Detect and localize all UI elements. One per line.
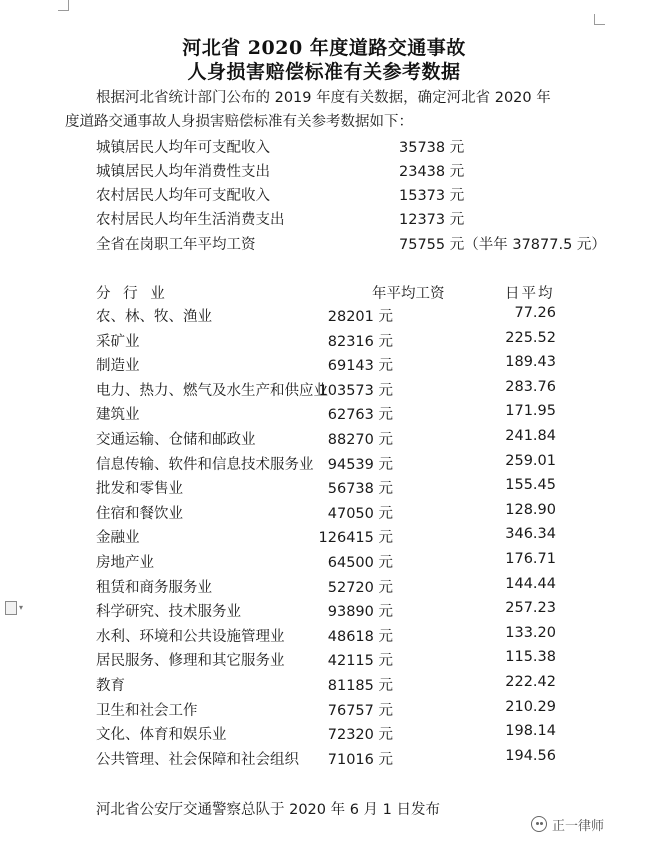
industry-name: 教育 xyxy=(96,678,125,694)
publisher-footer: 河北省公安厅交通警察总队于 2020 年 6 月 1 日发布 xyxy=(96,802,441,818)
daily-average: 115.38 xyxy=(505,649,556,666)
stat-label: 城镇居民人均年可支配收入 xyxy=(96,140,270,156)
annual-wage: 48618 元 xyxy=(327,628,393,645)
annual-wage: 88270 元 xyxy=(327,432,393,448)
document-title-line2: 人身损害赔偿标准有关参考数据 xyxy=(187,61,461,83)
industry-name: 农、林、牧、渔业 xyxy=(96,309,212,325)
stat-value: 15373 元 xyxy=(399,188,465,204)
daily-average: 128.90 xyxy=(505,501,556,518)
table-row xyxy=(96,502,576,524)
daily-average: 171.95 xyxy=(505,403,556,420)
industry-name: 信息传输、软件和信息技术服务业 xyxy=(96,456,314,473)
annual-wage: 52720 元 xyxy=(327,579,393,596)
table-row xyxy=(96,551,576,573)
annual-wage: 71016 元 xyxy=(327,751,393,768)
watermark xyxy=(531,814,604,834)
table-row xyxy=(96,699,576,721)
annual-wage: 81185 元 xyxy=(327,678,393,694)
daily-average: 194.56 xyxy=(505,747,556,764)
industry-name: 金融业 xyxy=(96,530,140,547)
table-row xyxy=(96,428,576,450)
industry-name: 交通运输、仓储和邮政业 xyxy=(96,432,256,448)
annual-wage: 42115 元 xyxy=(327,653,393,670)
table-row xyxy=(96,403,576,425)
page-corner-mark-top-right xyxy=(594,14,605,25)
table-row xyxy=(96,649,576,671)
annual-wage: 72320 元 xyxy=(327,727,393,744)
daily-average: 259.01 xyxy=(505,452,556,469)
table-row xyxy=(96,354,576,376)
annual-wage: 28201 元 xyxy=(327,309,393,325)
dropdown-arrow-icon[interactable]: ▾ xyxy=(19,603,24,612)
stat-label: 城镇居民人均年消费性支出 xyxy=(96,164,270,180)
daily-average: 241.84 xyxy=(505,428,556,444)
table-row xyxy=(96,625,576,647)
annual-wage: 64500 元 xyxy=(327,555,393,571)
industry-name: 批发和零售业 xyxy=(96,481,183,498)
industry-name: 居民服务、修理和其它服务业 xyxy=(96,653,285,670)
column-header-daily-average: 日平均 xyxy=(505,286,555,302)
daily-average: 133.20 xyxy=(505,624,556,641)
industry-name: 公共管理、社会保障和社会组织 xyxy=(96,751,299,768)
annual-wage: 76757 元 xyxy=(327,702,393,719)
annual-wage: 103573 元 xyxy=(318,382,393,399)
daily-average: 210.29 xyxy=(505,698,556,715)
daily-average: 257.23 xyxy=(505,600,556,617)
stat-value: 23438 元 xyxy=(399,164,465,180)
table-row xyxy=(96,576,576,598)
industry-name: 水利、环境和公共设施管理业 xyxy=(96,628,285,645)
table-row xyxy=(96,723,576,745)
annual-wage: 56738 元 xyxy=(327,481,393,498)
industry-name: 建筑业 xyxy=(96,407,140,424)
watermark-text: 正一律师 xyxy=(552,818,605,834)
daily-average: 222.42 xyxy=(505,674,556,690)
document-icon[interactable] xyxy=(5,601,17,615)
annual-wage: 126415 元 xyxy=(318,530,393,547)
column-header-industry: 分 行 业 xyxy=(96,286,169,302)
stat-value: 75755 元（半年 37877.5 元） xyxy=(399,237,606,253)
stat-label: 全省在岗职工年平均工资 xyxy=(96,237,256,253)
stat-value: 12373 元 xyxy=(399,212,465,228)
wechat-logo-icon xyxy=(531,816,547,832)
column-header-annual-wage: 年平均工资 xyxy=(372,286,445,302)
daily-average: 346.34 xyxy=(505,526,556,543)
annual-wage: 69143 元 xyxy=(327,358,393,375)
daily-average: 283.76 xyxy=(505,378,556,395)
table-row xyxy=(96,526,576,548)
industry-name: 电力、热力、燃气及水生产和供应业 xyxy=(96,382,328,399)
page-corner-mark-top-left xyxy=(58,0,69,11)
document-title-line1: 河北省 2020 年度道路交通事故 xyxy=(182,37,466,59)
stat-label: 农村居民人均年可支配收入 xyxy=(96,188,270,204)
intro-paragraph-line1: 根据河北省统计部门公布的 2019 年度有关数据，确定河北省 2020 年 xyxy=(96,90,551,106)
industry-name: 租赁和商务服务业 xyxy=(96,579,212,596)
table-row xyxy=(96,453,576,475)
daily-average: 77.26 xyxy=(514,305,556,321)
annual-wage: 82316 元 xyxy=(327,333,393,350)
table-row xyxy=(96,330,576,352)
annual-wage: 94539 元 xyxy=(327,456,393,473)
industry-name: 房地产业 xyxy=(96,555,154,571)
stat-value: 35738 元 xyxy=(399,140,465,156)
daily-average: 144.44 xyxy=(505,575,556,592)
table-row xyxy=(96,477,576,499)
annual-wage: 62763 元 xyxy=(327,407,393,424)
table-row xyxy=(96,600,576,622)
industry-name: 文化、体育和娱乐业 xyxy=(96,727,227,744)
industry-name: 卫生和社会工作 xyxy=(96,702,198,719)
industry-name: 科学研究、技术服务业 xyxy=(96,604,241,621)
table-row xyxy=(96,379,576,401)
annual-wage: 93890 元 xyxy=(327,604,393,621)
table-row xyxy=(96,748,576,770)
stat-label: 农村居民人均年生活消费支出 xyxy=(96,212,285,228)
daily-average: 189.43 xyxy=(505,354,556,371)
industry-name: 住宿和餐饮业 xyxy=(96,505,183,522)
daily-average: 225.52 xyxy=(505,329,556,346)
industry-name: 制造业 xyxy=(96,358,140,375)
daily-average: 176.71 xyxy=(505,551,556,567)
table-row xyxy=(96,305,576,327)
daily-average: 198.14 xyxy=(505,723,556,740)
daily-average: 155.45 xyxy=(505,477,556,494)
annual-wage: 47050 元 xyxy=(327,505,393,522)
industry-name: 采矿业 xyxy=(96,333,140,350)
intro-paragraph-line2: 度道路交通事故人身损害赔偿标准有关参考数据如下： xyxy=(65,114,413,130)
table-row xyxy=(96,674,576,696)
